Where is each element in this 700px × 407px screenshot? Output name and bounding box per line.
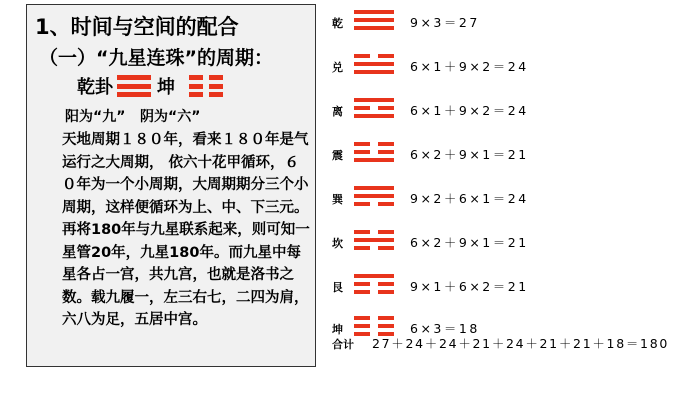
yin-line: [189, 84, 223, 89]
yang-line: [354, 238, 394, 242]
explanation-panel: [26, 4, 316, 367]
trigram-formula: 6×1＋9×2＝24: [410, 59, 529, 74]
dui-trigram-icon: [354, 54, 394, 74]
trigram-formula: 6×2＋9×1＝21: [410, 235, 529, 250]
yin-line: [354, 246, 394, 250]
trigram-name: 离: [332, 105, 343, 118]
qian-trigram-icon: [117, 75, 151, 97]
yin-line: [354, 316, 394, 320]
total-label: 合计: [332, 338, 354, 351]
total-row: [332, 334, 700, 350]
yang-line: [354, 114, 394, 118]
section-heading: 1、时间与空间的配合: [35, 15, 239, 39]
subsection-heading: （一）“九星连珠”的周期：: [39, 47, 273, 69]
trigram-formula: 6×1＋9×2＝24: [410, 103, 529, 118]
trigram-name: 乾: [332, 17, 343, 30]
trigram-name: 坎: [332, 237, 343, 250]
trigram-list: [332, 0, 700, 407]
kun-label: 坤: [157, 77, 175, 98]
trigram-row-xun: [332, 184, 692, 208]
yin-line: [354, 230, 394, 234]
gen-trigram-icon: [354, 274, 394, 294]
trigram-name: 兑: [332, 61, 343, 74]
yang-line: [354, 98, 394, 102]
kun-trigram-icon: [189, 75, 223, 97]
yin-line: [354, 324, 394, 328]
qian-label: 乾卦: [77, 77, 113, 98]
trigram-name: 坤: [332, 323, 343, 336]
trigram-row-zhen: [332, 140, 692, 164]
yang-line: [354, 70, 394, 74]
yang-line: [354, 158, 394, 162]
trigram-formula: 9×2＋6×1＝24: [410, 191, 529, 206]
yin-line: [354, 290, 394, 294]
yin-line: [354, 142, 394, 146]
yang-line: [117, 92, 151, 97]
yin-line: [354, 150, 394, 154]
yin-line: [354, 202, 394, 206]
zhen-trigram-icon: [354, 142, 394, 162]
yang-line: [354, 10, 394, 14]
trigram-formula: 9×1＋6×2＝21: [410, 279, 529, 294]
trigram-row-qian: [332, 8, 692, 32]
yang-line: [354, 26, 394, 30]
yang-line: [354, 194, 394, 198]
yin-line: [189, 75, 223, 80]
trigram-name: 巽: [332, 193, 343, 206]
trigram-row-li: [332, 96, 692, 120]
trigram-formula: 6×2＋9×1＝21: [410, 147, 529, 162]
trigram-name: 艮: [332, 281, 343, 294]
total-formula: 27＋24＋24＋21＋24＋21＋21＋18＝180: [372, 336, 670, 351]
yang-line: [354, 18, 394, 22]
explanation-text: 天地周期１８０年，看来１８０年是气运行之大周期， 依六十花甲循环，６０年为一个小周期，大周期期分三个小周期，这样便循环为上、中、下三元。再将180年与九星联系起来，则可知一星管20年，九星180年。而九星中每星各占一宫，共九宫，也就是洛书之数。载九履一，左三右七，二四为肩，六八为足，五居中宫。: [62, 132, 310, 328]
yin-line: [354, 54, 394, 58]
yang-line: [117, 75, 151, 80]
trigram-name: 震: [332, 149, 343, 162]
li-trigram-icon: [354, 98, 394, 118]
trigram-row-gen: [332, 272, 692, 296]
kun-trigram-icon: [354, 316, 394, 336]
kan-trigram-icon: [354, 230, 394, 250]
yang-line: [117, 84, 151, 89]
yang-line: [354, 186, 394, 190]
qian-kun-row: [77, 73, 223, 99]
yin-line: [189, 92, 223, 97]
yang-line: [354, 274, 394, 278]
yin-line: [354, 282, 394, 286]
yang-line: [354, 62, 394, 66]
trigram-row-kan: [332, 228, 692, 252]
yin-yang-note: 阳为“九” 阴为“六”: [65, 109, 201, 125]
qian-trigram-icon: [354, 10, 394, 30]
yin-line: [354, 106, 394, 110]
trigram-formula: 6×3＝18: [410, 321, 480, 336]
trigram-formula: 9×3＝27: [410, 15, 480, 30]
xun-trigram-icon: [354, 186, 394, 206]
trigram-row-dui: [332, 52, 692, 76]
